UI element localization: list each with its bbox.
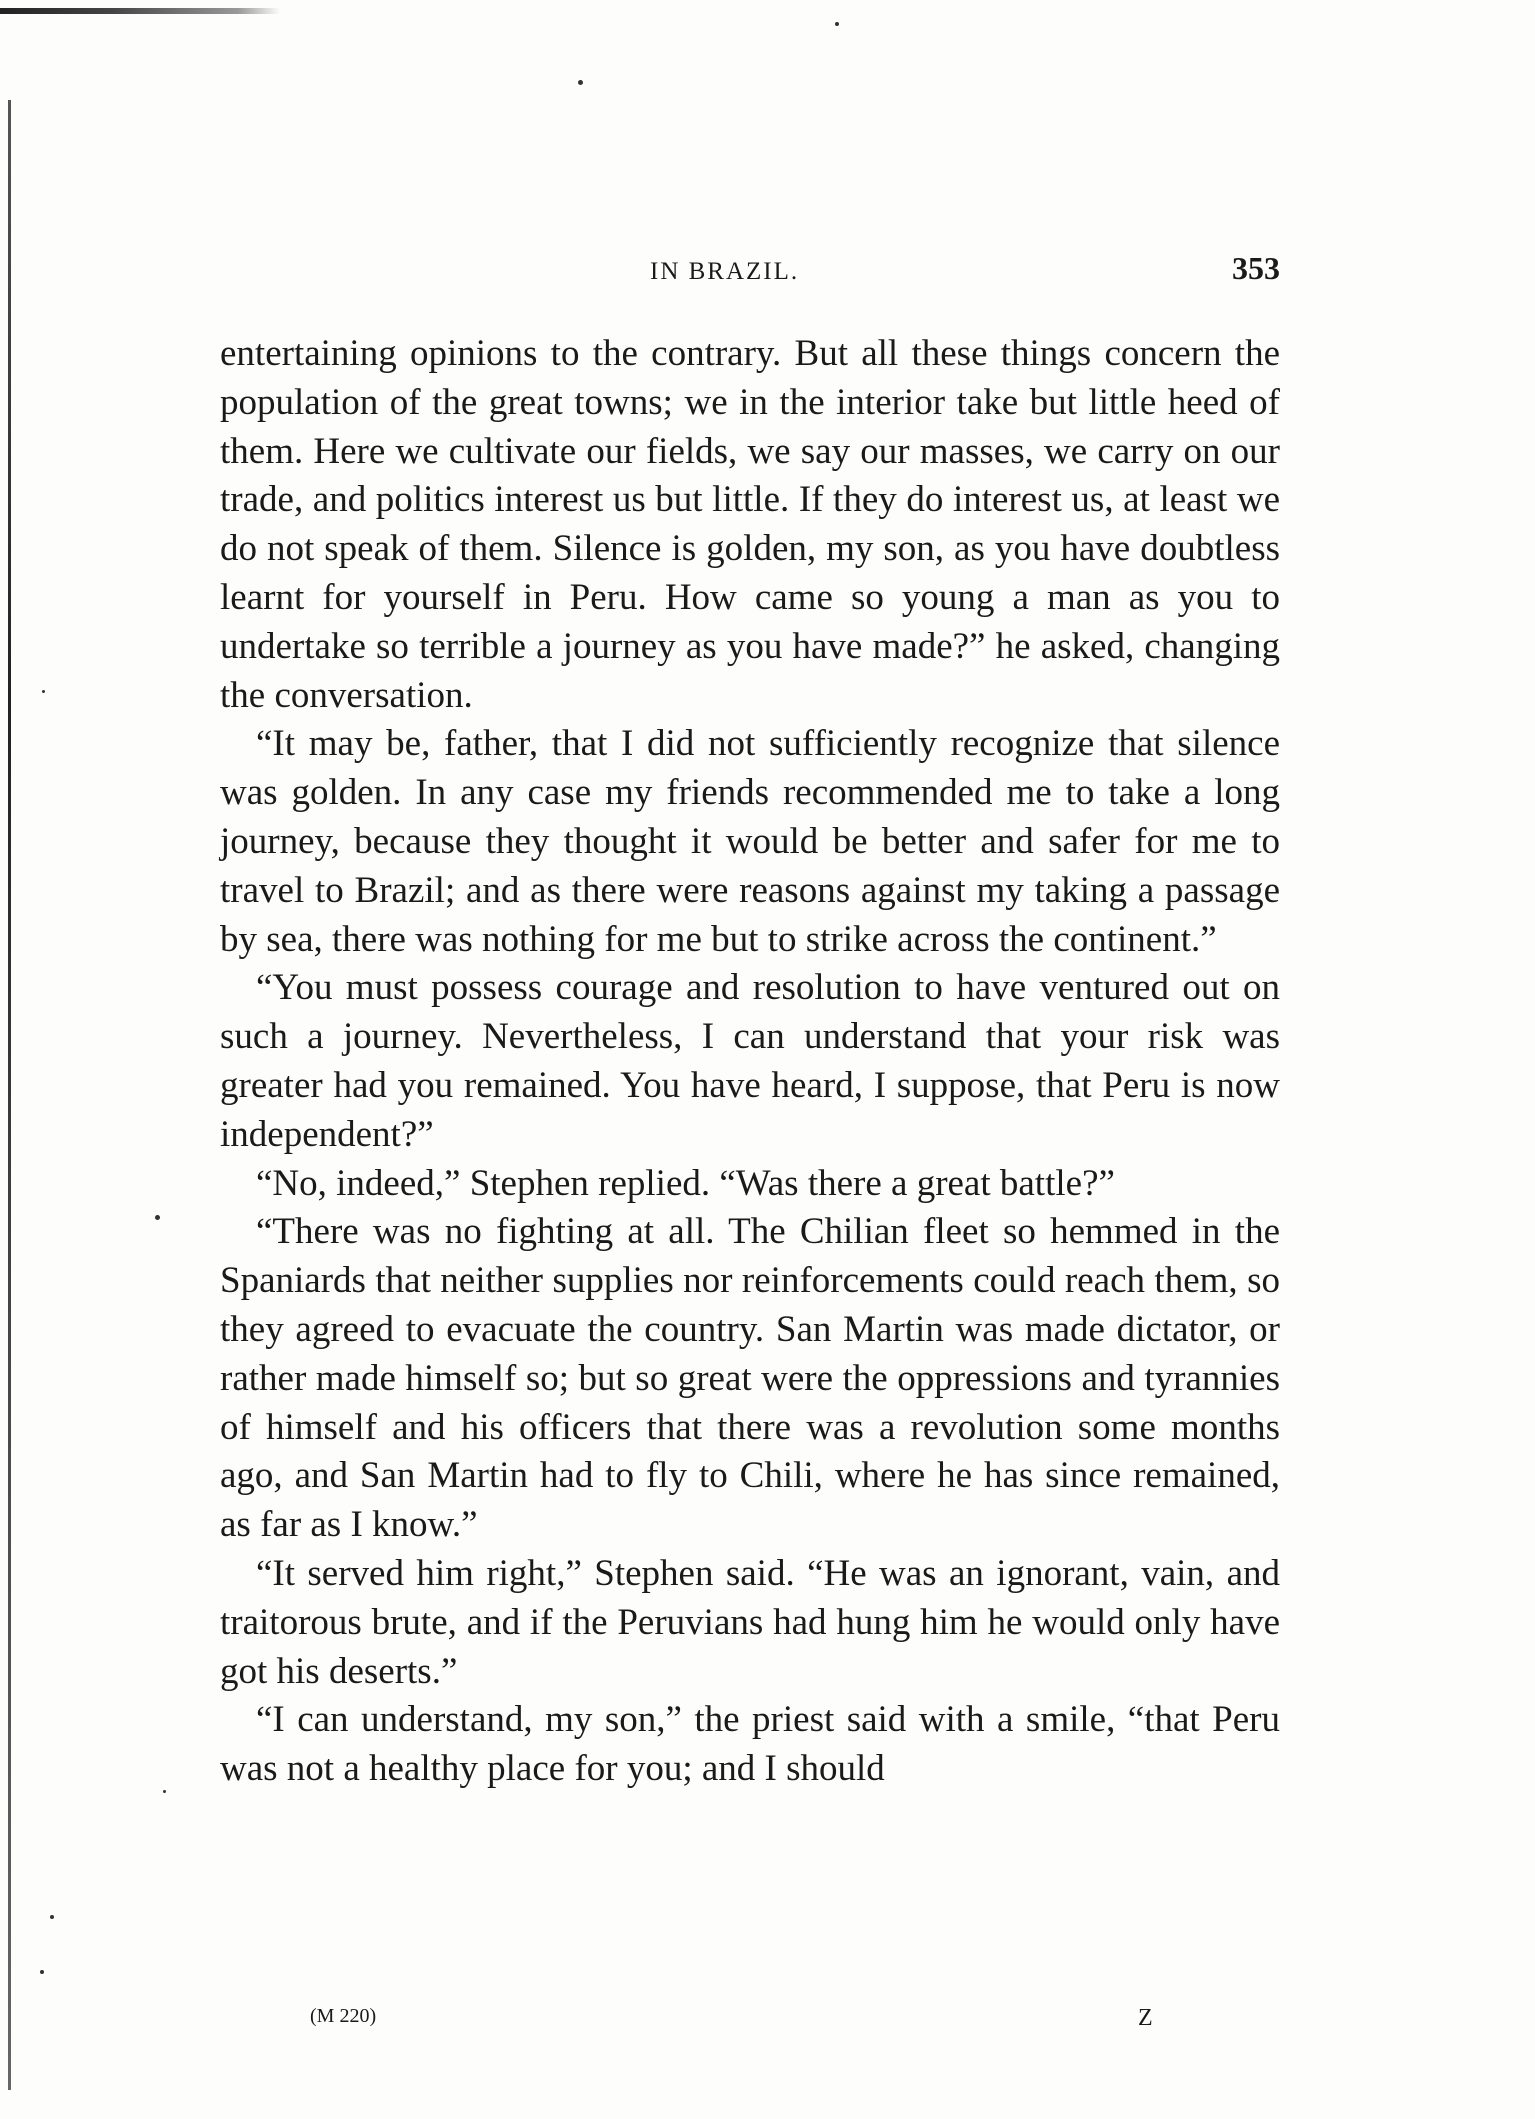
body-text <box>220 330 1280 1794</box>
scan-speck <box>155 1215 160 1220</box>
page-header <box>220 250 1280 290</box>
scan-speck <box>163 1790 166 1793</box>
binding-edge <box>8 100 11 2090</box>
scan-speck <box>42 690 45 693</box>
paragraph: “It may be, father, that I did not sufficiently recognize that silence was golden. In any case my friends recommended me to take a long journey, because they thought it would be better and safer for me to travel to Brazil; and as there were reasons against my taking a passage by sea, there was nothing for me but to strike across the continent.” <box>220 723 1280 960</box>
scan-speck <box>50 1915 54 1919</box>
paragraph: “No, indeed,” Stephen replied. “Was there a great battle?” <box>256 1162 1115 1204</box>
scan-edge-mark <box>0 8 280 14</box>
signature-letter: Z <box>1138 2005 1153 2031</box>
paragraph: entertaining opinions to the contrary. But all these things concern the population of the great towns; we in the interior take but little heed of them. Here we cultivate our fields, we say our masses, we carry on our trade, and politics interest us but little. If they do interest us, at least we do not speak of them. Silence is golden, my son, as you have doubtless learnt for yourself in Peru. How came so young a man as you to undertake so terrible a journey as you have made?” he asked, changing the conversation. <box>220 333 1280 716</box>
paragraph: “I can understand, my son,” the priest said with a smile, “that Peru was not a healthy place for you; and I should <box>220 1699 1280 1790</box>
signature-mark: (M 220) <box>310 2005 377 2027</box>
running-head: IN BRAZIL. <box>650 258 800 285</box>
scan-speck <box>835 22 839 26</box>
page-number: 353 <box>1232 250 1280 286</box>
paragraph: “It served him right,” Stephen said. “He was an ignorant, vain, and traitorous brute, and if the Peruvians had hung him he would only have got his deserts.” <box>220 1552 1280 1692</box>
paragraph: “There was no fighting at all. The Chilian fleet so hemmed in the Spaniards that neither supplies nor reinforcements could reach them, so they agreed to evacuate the country. San Martin was made dictator, or rather made himself so; but so great were the oppressions and tyrannies of himself and his officers that there was a revolution some months ago, and San Martin had to fly to Chili, where he has since remained, as far as I know.” <box>220 1211 1280 1546</box>
scan-speck <box>40 1970 44 1974</box>
page-footer <box>220 2005 1280 2035</box>
scan-speck <box>578 80 583 85</box>
paragraph: “You must possess courage and resolution to have ventured out on such a journey. Nevertheless, I can understand that your risk was greater had you remained. You have heard, I suppose, that Peru is now independent?” <box>220 967 1280 1155</box>
